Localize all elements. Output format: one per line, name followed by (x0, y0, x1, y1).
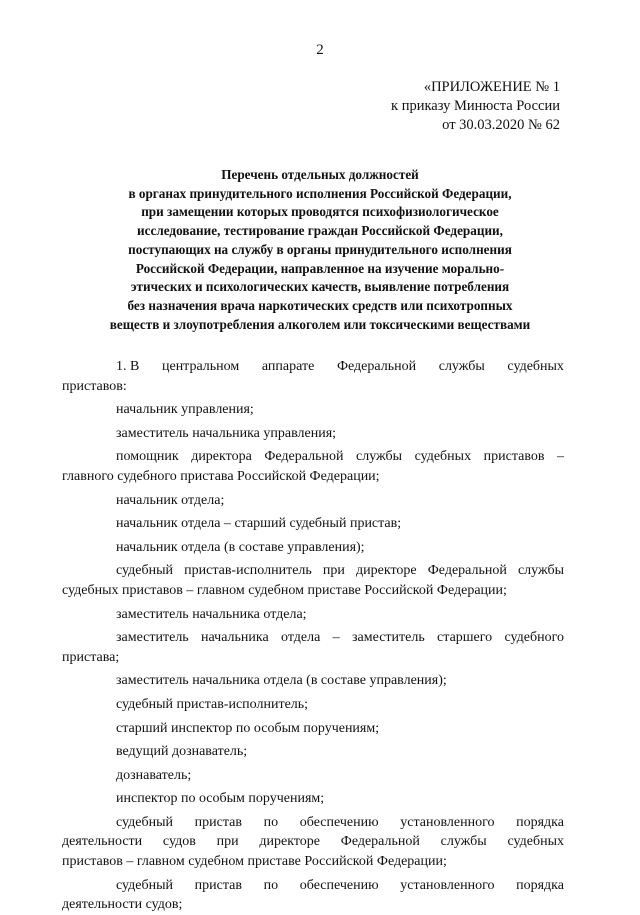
title-line: поступающих на службу в органы принудительного исполнения (128, 241, 512, 257)
section-heading-word: 1. В (116, 359, 140, 374)
list-item: начальник управления; (116, 402, 254, 418)
list-item: заместитель начальника управления; (116, 425, 337, 441)
section-heading-word: центральном (161, 359, 240, 374)
list-item: начальник отдела; (116, 492, 225, 508)
list-item: заместитель начальника отдела; (116, 606, 307, 622)
appendix-block (391, 78, 560, 135)
title-line: Российской Федерации, направленное на изучение морально- (135, 260, 505, 276)
list-item: начальник отдела – старший судебный пристав; (116, 516, 402, 532)
list-item: начальник отдела (в составе управления); (116, 539, 365, 555)
list-item: дознаватель; (116, 767, 192, 783)
section-heading-word: Федеральной (336, 359, 417, 374)
page-number: 2 (316, 42, 324, 58)
title-line: в органах принудительного исполнения Российской Федерации, (128, 185, 512, 201)
document-body (62, 357, 564, 915)
list-item: судебный пристав по обеспечению установленного порядка (116, 814, 564, 830)
title-line: исследование, тестирование граждан Российской Федерации, (137, 223, 503, 239)
title-line: Перечень отдельных должностей (221, 167, 419, 182)
list-item: судебный пристав-исполнитель; (116, 696, 309, 712)
title-line: при замещении которых проводятся психофизиологическое (141, 204, 499, 220)
list-item: инспектор по особым поручениям; (116, 791, 325, 807)
document-title (74, 166, 566, 334)
section-heading-word: службы (438, 359, 485, 374)
list-item: заместитель начальника отдела (в составе управления); (116, 673, 447, 689)
title-line: веществ и злоупотребления алкоголем или токсическими веществами (109, 316, 531, 332)
list-item-continuation: приставов – главном судебном приставе Российской Федерации; (62, 854, 447, 870)
title-line: без назначения врача наркотических средств или психотропных (127, 297, 513, 313)
title-line: этических и психологических качеств, выявление потребления (130, 279, 510, 295)
list-item-continuation: пристава; (62, 649, 120, 665)
list-item: заместитель начальника отдела – заместитель старшего судебного (116, 630, 564, 646)
list-item-continuation: главного судебного пристава Российской Федерации; (62, 468, 380, 484)
list-item-continuation: судебных приставов – главном судебном приставе Российской Федерации; (62, 582, 507, 598)
appendix-order-date: от 30.03.2020 № 62 (442, 117, 560, 133)
section-heading-word: судебных (507, 359, 564, 374)
section-heading-continuation: приставов: (62, 378, 127, 394)
appendix-title: «ПРИЛОЖЕНИЕ № 1 (423, 79, 560, 95)
list-item: помощник директора Федеральной службы судебных приставов – (116, 449, 564, 465)
list-item-continuation: деятельности судов при директоре Федеральной службы судебных (62, 834, 564, 850)
list-item-continuation: деятельности судов; (62, 897, 183, 913)
appendix-order-ref: к приказу Минюста России (391, 98, 560, 114)
list-item: ведущий дознаватель; (116, 744, 248, 760)
section-heading-word: аппарате (261, 359, 315, 374)
list-item: судебный пристав по обеспечению установленного порядка (116, 877, 564, 893)
list-item: старший инспектор по особым поручениям; (116, 720, 380, 736)
section-heading (62, 357, 564, 377)
list-item: судебный пристав-исполнитель при директоре Федеральной службы (116, 563, 564, 579)
